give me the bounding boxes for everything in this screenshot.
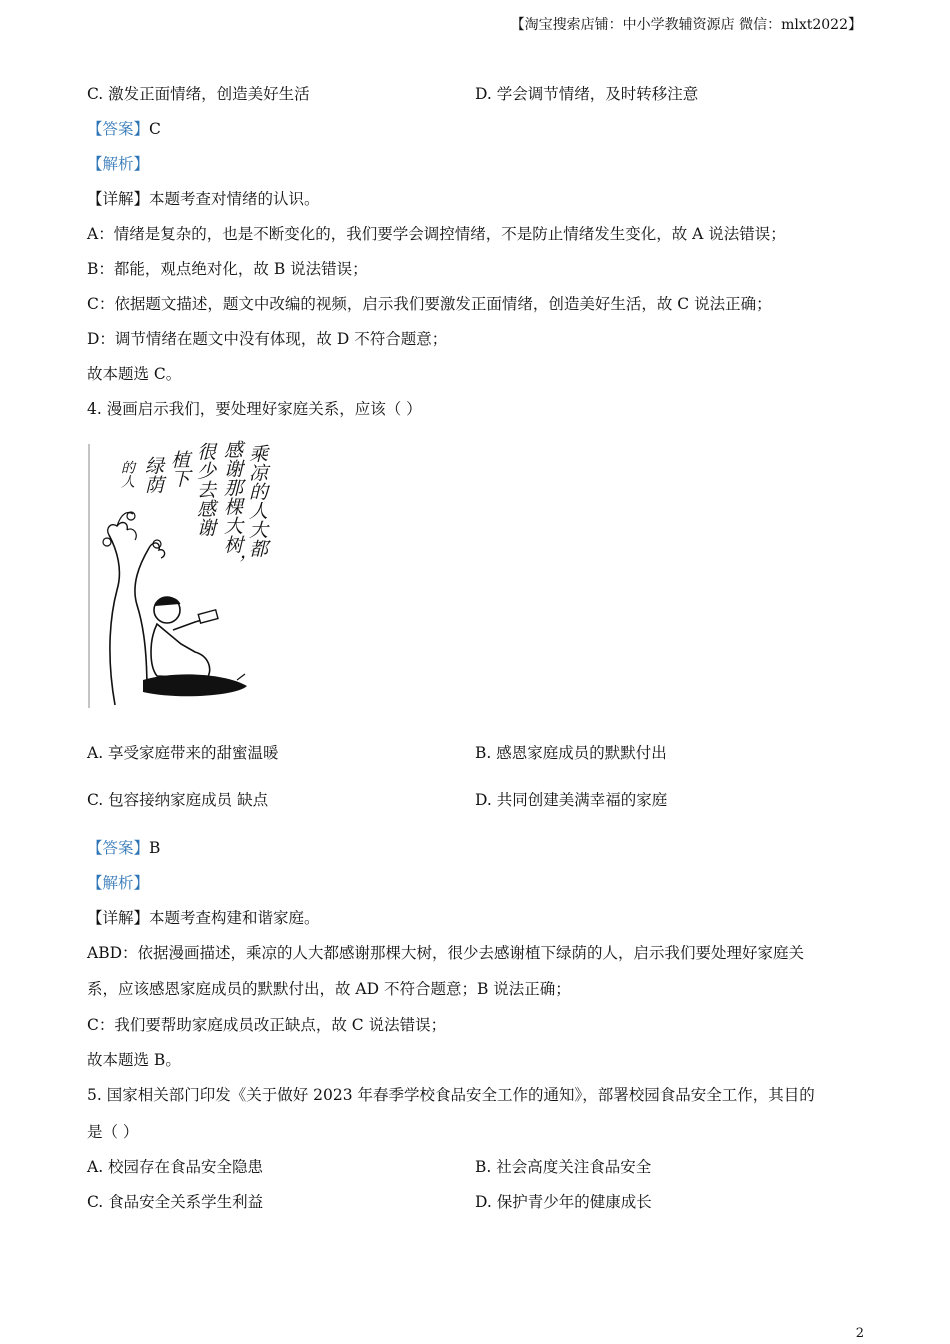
answer-tag: 【答案】 (87, 120, 150, 138)
q3-analysis-tag: 【解析】 (87, 155, 150, 173)
q3-conclusion: 故本题选 C。 (87, 365, 182, 383)
q4-option-c: C. 包容接纳家庭成员 缺点 (87, 791, 269, 809)
q4-option-d: D. 共同创建美满幸福的家庭 (475, 791, 668, 809)
comic-illustration (87, 430, 287, 710)
q3-detail-line: 【详解】本题考查对情绪的认识。 (87, 190, 320, 208)
page-header: 【淘宝搜索店铺：中小学教辅资源店 微信：mlxt2022】 (510, 17, 862, 33)
q5-option-a: A. 校园存在食品安全隐患 (87, 1158, 264, 1176)
comic-text-col3: 很少去感谢 (194, 442, 216, 537)
q4-answer (87, 836, 160, 858)
q3-answer (87, 117, 161, 139)
q5-option-b: B. 社会高度关注食品安全 (475, 1158, 652, 1176)
q5-stem-line1: 5. 国家相关部门印发《关于做好 2023 年春季学校食品安全工作的通知》，部署校园食品安全工作，其目的 (87, 1086, 815, 1104)
q4-stem: 4. 漫画启示我们，要处理好家庭关系，应该（ ） (87, 400, 422, 418)
q5-stem-line2: 是（ ） (87, 1123, 139, 1141)
comic-text-col1: 乘凉的人大都 (246, 444, 268, 558)
comic-text-col4: 植下 (168, 450, 190, 488)
q4-detail-line: 【详解】本题考查构建和谐家庭。 (87, 909, 320, 927)
q5-option-c: C. 食品安全关系学生利益 (87, 1193, 264, 1211)
answer-tag: 【答案】 (87, 839, 150, 857)
q4-option-a: A. 享受家庭带来的甜蜜温暖 (87, 744, 279, 762)
answer-value: C (149, 120, 161, 138)
q5-option-d: D. 保护青少年的健康成长 (475, 1193, 652, 1211)
q3-detail-line: C：依据题文描述，题文中改编的视频，启示我们要激发正面情绪，创造美好生活，故 C 说法正确； (87, 295, 772, 313)
q4-option-b: B. 感恩家庭成员的默默付出 (475, 744, 667, 762)
q3-detail-line: A：情绪是复杂的，也是不断变化的，我们要学会调控情绪，不是防止情绪发生变化，故 A 说法错误； (87, 225, 786, 243)
q3-detail-line: D：调节情绪在题文中没有体现，故 D 不符合题意； (87, 330, 448, 348)
comic-text-col5: 绿荫 (142, 456, 164, 494)
q4-detail-line: 系，应该感恩家庭成员的默默付出，故 AD 不符合题意；B 说法正确； (87, 980, 571, 998)
q3-option-d: D. 学会调节情绪，及时转移注意 (475, 85, 699, 103)
q4-conclusion: 故本题选 B。 (87, 1051, 181, 1069)
q4-analysis-tag: 【解析】 (87, 874, 150, 892)
page-number: 2 (855, 1326, 864, 1341)
answer-value: B (149, 839, 161, 857)
comic-text-col6: 的人 (119, 460, 135, 488)
comic-text-col2: 感谢那棵大树， (221, 440, 243, 573)
q3-option-c: C. 激发正面情绪，创造美好生活 (87, 85, 310, 103)
q4-detail-line: C：我们要帮助家庭成员改正缺点，故 C 说法错误； (87, 1016, 447, 1034)
q4-detail-line: ABD：依据漫画描述，乘凉的人大都感谢那棵大树，很少去感谢植下绿荫的人，启示我们要处理好家庭关 (87, 944, 805, 962)
q3-detail-line: B：都能，观点绝对化，故 B 说法错误； (87, 260, 368, 278)
comic-drawing (87, 430, 287, 710)
